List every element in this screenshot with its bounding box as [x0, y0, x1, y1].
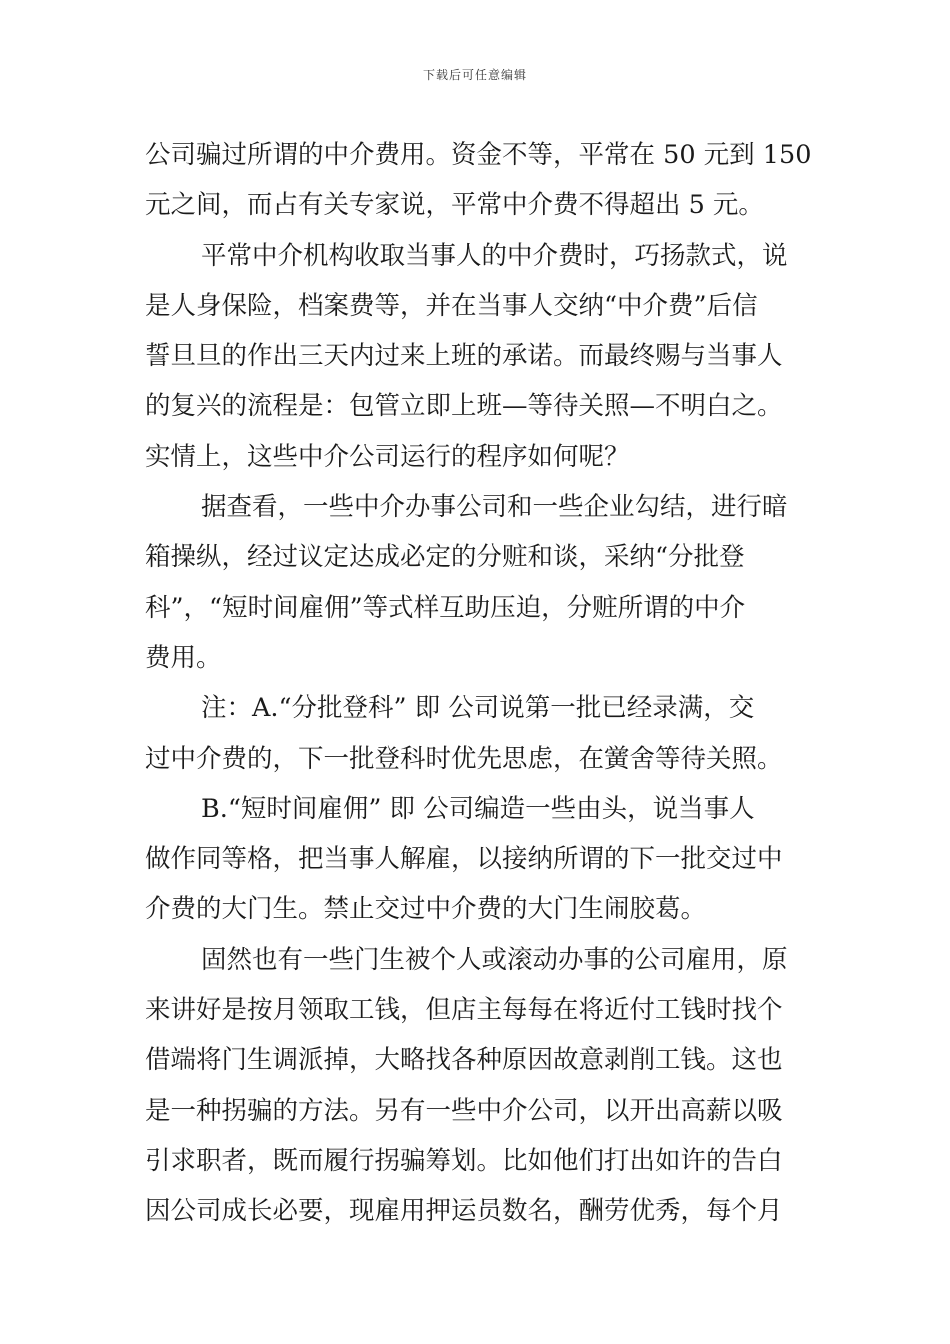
paragraph-4-note-a [145, 683, 807, 784]
text-line: 公司骗过所谓的中介费用。资金不等，平常在 50 元到 150 [145, 140, 812, 170]
paragraph-6 [145, 935, 807, 1237]
text-line: 实情上，这些中介公司运行的程序如何呢？ [145, 441, 630, 472]
text-line: 固然也有一些门生被个人或滚动办事的公司雇用，原 [201, 944, 788, 975]
text-line: 因公司成长必要，现雇用押运员数名，酬劳优秀，每个月 [145, 1196, 783, 1227]
text-line: 据查看，一些中介办事公司和一些企业勾结，进行暗 [201, 492, 788, 523]
text-line: 科”，“短时间雇佣”等式样互助压迫，分赃所谓的中介 [145, 592, 746, 623]
paragraph-2 [145, 231, 807, 482]
text-line: 是一种拐骗的方法。另有一些中介公司，以开出高薪以吸 [145, 1095, 783, 1126]
text-line: 箱操纵，经过议定达成必定的分赃和谈，采纳“分批登 [145, 542, 745, 573]
text-line: 费用。 [145, 642, 222, 673]
text-line: 是人身保险，档案费等，并在当事人交纳“中介费”后信 [145, 290, 758, 321]
text-line: 注：A.“分批登科” 即 公司说第一批已经录满，交 [201, 693, 755, 724]
text-line: 誓旦旦的作出三天内过来上班的承诺。而最终赐与当事人 [145, 341, 783, 372]
text-line: 的复兴的流程是：包管立即上班—等待关照—不明白之。 [145, 391, 783, 422]
text-line: 来讲好是按月领取工钱，但店主每每在将近付工钱时找个 [145, 995, 783, 1026]
text-line: 过中介费的，下一批登科时优先思虑，在黉舍等待关照。 [145, 743, 783, 774]
document-body [145, 130, 812, 1237]
text-line: 平常中介机构收取当事人的中介费时，巧扬款式，说 [201, 240, 788, 271]
paragraph-3 [145, 482, 807, 683]
text-line: 引求职者，既而履行拐骗筹划。比如他们打出如许的告白 [145, 1145, 783, 1176]
text-line: 借端将门生调派掉，大略找各种原因故意剥削工钱。这也 [145, 1045, 783, 1076]
text-line: 元之间，而占有关专家说，平常中介费不得超出 5 元。 [145, 190, 764, 221]
text-line: B.“短时间雇佣” 即 公司编造一些由头，说当事人 [201, 793, 755, 824]
paragraph-1 [145, 130, 812, 231]
text-line: 介费的大门生。禁止交过中介费的大门生闹胶葛。 [145, 894, 707, 925]
text-line: 做作同等格，把当事人解雇，以接纳所谓的下一批交过中 [145, 844, 783, 875]
page-header: 下载后可任意编辑 [422, 68, 527, 82]
paragraph-5-note-b [145, 784, 807, 935]
